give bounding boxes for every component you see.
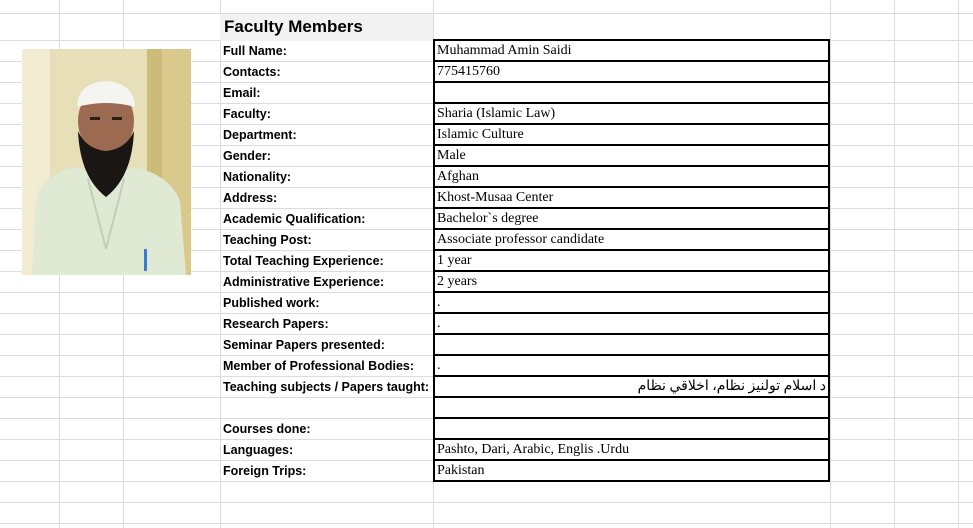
value-cell[interactable]: Pakistan bbox=[435, 461, 828, 482]
field-label: Foreign Trips: bbox=[223, 464, 307, 478]
field-label: Total Teaching Experience: bbox=[223, 254, 384, 268]
value-cell[interactable]: Afghan bbox=[435, 167, 828, 188]
value-cell[interactable]: . bbox=[435, 356, 828, 377]
profile-photo bbox=[22, 49, 191, 275]
value-cell[interactable]: Pashto, Dari, Arabic, Englis .Urdu bbox=[435, 440, 828, 461]
value-cell[interactable]: Bachelor`s degree bbox=[435, 209, 828, 230]
field-label: Academic Qualification: bbox=[223, 212, 366, 226]
value-cell[interactable]: Associate professor candidate bbox=[435, 230, 828, 251]
field-label: Teaching subjects / Papers taught: bbox=[223, 380, 430, 394]
value-cell[interactable] bbox=[435, 335, 828, 356]
value-cell[interactable] bbox=[435, 83, 828, 104]
field-label: Address: bbox=[223, 191, 278, 205]
value-cell[interactable]: Islamic Culture bbox=[435, 125, 828, 146]
field-label: Member of Professional Bodies: bbox=[223, 359, 415, 373]
field-label: Research Papers: bbox=[223, 317, 329, 331]
value-cell[interactable]: Muhammad Amin Saidi bbox=[435, 41, 828, 62]
value-cell[interactable]: Khost-Musaa Center bbox=[435, 188, 828, 209]
value-cell[interactable] bbox=[435, 419, 828, 440]
value-cell[interactable]: . bbox=[435, 293, 828, 314]
value-cell[interactable]: Male bbox=[435, 146, 828, 167]
value-cell[interactable]: 775415760 bbox=[435, 62, 828, 83]
field-label: Languages: bbox=[223, 443, 294, 457]
values-table bbox=[433, 39, 830, 482]
field-label: Gender: bbox=[223, 149, 271, 163]
value-cell[interactable]: 2 years bbox=[435, 272, 828, 293]
value-cell[interactable]: . bbox=[435, 314, 828, 335]
field-label: Email: bbox=[223, 86, 261, 100]
field-label: Contacts: bbox=[223, 65, 281, 79]
field-label: Full Name: bbox=[223, 44, 287, 58]
value-cell[interactable] bbox=[435, 398, 828, 419]
value-cell[interactable]: Sharia (Islamic Law) bbox=[435, 104, 828, 125]
field-label: Teaching Post: bbox=[223, 233, 312, 247]
field-label: Published work: bbox=[223, 296, 320, 310]
field-label: Seminar Papers presented: bbox=[223, 338, 385, 352]
field-label: Department: bbox=[223, 128, 297, 142]
field-label: Faculty: bbox=[223, 107, 271, 121]
field-label: Administrative Experience: bbox=[223, 275, 385, 289]
field-label: Nationality: bbox=[223, 170, 292, 184]
value-cell-rtl[interactable]: د اسلام تولنیز نظام، اخلاقي نظام bbox=[435, 377, 828, 398]
page-title: Faculty Members bbox=[224, 17, 363, 36]
field-label: Courses done: bbox=[223, 422, 311, 436]
value-cell[interactable]: 1 year bbox=[435, 251, 828, 272]
